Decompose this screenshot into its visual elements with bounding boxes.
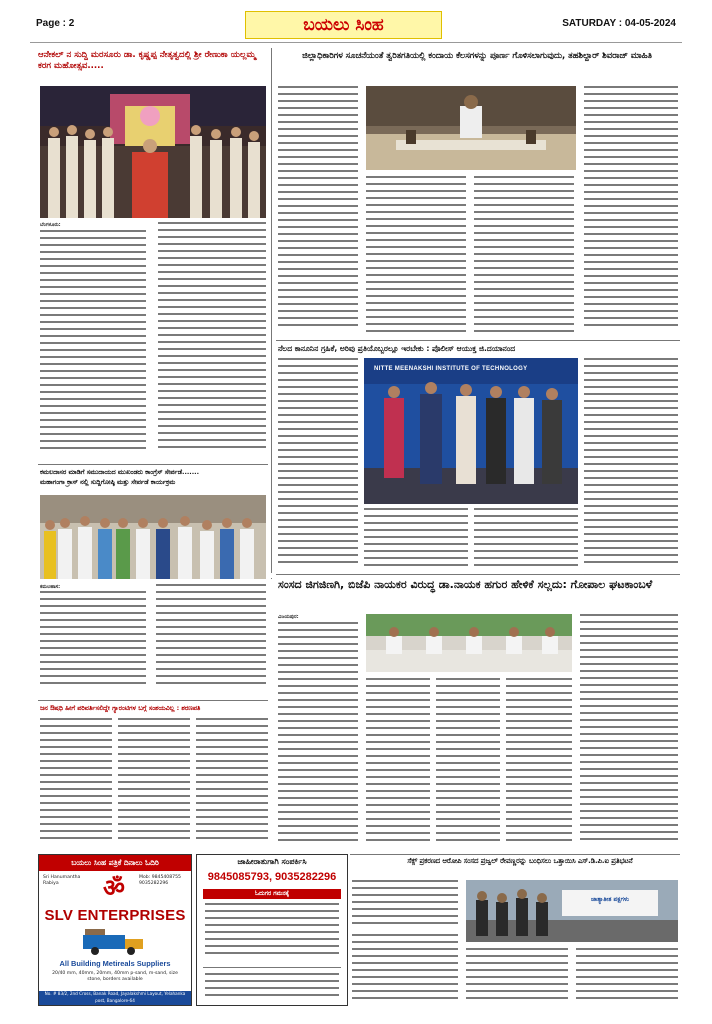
ad-products: 20/40 mm, 40mm, 20mm, 40mm p-sand, m-sand, size stone, borders available bbox=[52, 971, 178, 982]
article-body-text bbox=[366, 678, 430, 848]
section-divider bbox=[38, 464, 268, 465]
article-body-text bbox=[366, 176, 466, 336]
article-body-text bbox=[156, 584, 266, 691]
article-headline: ನೆಲದ ಕಾನೂನಿನ ಗ್ರಹಿಕೆ, ಅರಿವು ಪ್ರತಿಯೊಬ್ಬರಲ್ಲೂ ಇರಬೇಕು : ಪೊಲೀಸ್ ಆಯುಕ್ತ ಜಿ.ದಯಾನಂದ bbox=[278, 344, 516, 353]
article-body-text bbox=[466, 948, 568, 1004]
section-divider bbox=[350, 854, 680, 855]
article-body-text bbox=[352, 934, 458, 1004]
article-headline: ಜಿಲ್ಲಾಧಿಕಾರಿಗಳ ಸೂಚನೆಯಂತೆ ತ್ವರಿತಗತಿಯಲ್ಲಿ ಕಂದಾಯ ಕೆಲಸಗಳನ್ನು ಪೂರ್ಣ ಗೊಳಿಸಲಾಗುವುದು, ತಹಶಿಲ್ದಾರ್ ಶಿವರಾಜ್ ಮಾಹಿತಿ bbox=[302, 50, 652, 60]
ad-contact-right: Mob: 9845408755 9035282296 bbox=[139, 875, 181, 886]
article-body-text bbox=[576, 948, 678, 1004]
article-body-text bbox=[352, 880, 458, 928]
article-headline: ಕಮಲದಾಸರ ಮಾಡಿಗೆ ಸಮುದಾಯದ ಮುಖಂಡರು ಕಾಂಗ್ರೆಸ್ ಸೇರ್ಪಡೆ....... bbox=[40, 468, 200, 476]
slv-enterprises-ad bbox=[38, 854, 192, 1006]
article-body-text bbox=[278, 358, 358, 570]
article-body-text bbox=[158, 222, 266, 455]
article-body-text bbox=[506, 678, 572, 848]
article-dateline: ವಿಜಯಪುರ: bbox=[278, 614, 299, 620]
article-body-text bbox=[40, 718, 112, 848]
event-banner-text: NITTE MEENAKSHI INSTITUTE OF TECHNOLOGY bbox=[374, 366, 528, 372]
sdpi-protest-photo bbox=[466, 880, 678, 942]
article-dateline: ಕಮಲಹಾಸ: bbox=[40, 584, 61, 590]
article-dateline: ಬೆಂಗಳೂರು: bbox=[40, 222, 61, 228]
article-body-text bbox=[40, 230, 146, 455]
article-body-text bbox=[364, 508, 468, 570]
section-divider bbox=[276, 574, 680, 575]
ad-contact-left: Sri Hanumantha Rabiya bbox=[43, 875, 81, 886]
article-body-text bbox=[474, 176, 574, 336]
article-body-text bbox=[584, 86, 678, 336]
congress-joining-photo bbox=[40, 495, 266, 579]
section-divider bbox=[38, 700, 268, 701]
masthead bbox=[30, 8, 682, 43]
subscribe-banner: ಬಯಲು ಸಿಂಹ ಪತ್ರಿಕೆ ದಿನಾಲು ಓದಿರಿ bbox=[39, 855, 191, 871]
column-divider bbox=[271, 578, 272, 579]
article-body-text bbox=[196, 718, 268, 848]
om-icon: ॐ bbox=[103, 874, 125, 902]
article-headline: ಸಂಸದ ಜಿಗಜಿಣಗಿ, ಬಿಜೆಪಿ ನಾಯಕರ ವಿರುದ್ಧ ಡಾ.ನಾಯಕ ಹಗುರ ಹೇಳಿಕೆ ಸಲ್ಲದು: ಗೋಪಾಲ ಘಟಕಾಂಬಳೆ bbox=[278, 578, 653, 591]
article-body-text bbox=[278, 622, 358, 848]
classified-notice-text bbox=[205, 903, 339, 963]
issue-date: SATURDAY : 04-05-2024 bbox=[562, 18, 676, 29]
truck-icon bbox=[79, 927, 149, 957]
article-body-text bbox=[40, 591, 146, 691]
classified-ad-box bbox=[196, 854, 348, 1006]
police-commissioner-event-photo bbox=[364, 358, 578, 504]
article-headline: ಆನೇಕಲ್ ನ ಸುದ್ದಿ ಮರಸೂರು ಡಾ. ಕೃಷ್ಣಪ್ಪ ನೇತೃತ್ವದಲ್ಲಿ ಶ್ರೀ ರೇಣುಕಾ ಯಲ್ಲಮ್ಮ ಕರಗ ಮಹೋತ್ಸವ..... bbox=[38, 50, 256, 71]
classified-divider bbox=[203, 967, 341, 968]
classified-subtitle: ಓದುಗರ ಗಮನಕ್ಕೆ bbox=[203, 889, 341, 899]
ad-tagline: All Building Metireals Suppliers bbox=[59, 959, 171, 968]
article-subhead: ಮಹಾಗಂಗಾ ಕ್ರಾಸ್ ನಲ್ಲಿ ಸುದ್ದಿಗೋಷ್ಠಿ ಮತ್ತು ಸೇರ್ಪಡೆ ಕಾರ್ಯಕ್ರಮ bbox=[40, 478, 176, 486]
ad-address: No. # 83/2, 2nd Cross, Banak Road, Jayalakshmi Layout, Yelahanka post, Bangalore-64 bbox=[39, 991, 191, 1005]
press-meet-photo bbox=[366, 614, 572, 672]
article-body-text bbox=[584, 358, 678, 570]
karaga-festival-photo bbox=[40, 86, 266, 218]
classified-title: ಜಾಹೀರಾತುಗಾಗಿ ಸಂಪರ್ಕಿಸಿ bbox=[237, 857, 307, 866]
company-name: SLV ENTERPRISES bbox=[44, 907, 186, 924]
section-divider bbox=[276, 340, 680, 341]
page-number: Page : 2 bbox=[36, 18, 75, 29]
article-body-text bbox=[580, 614, 678, 848]
protest-banner-text: ಜಾತ್ಯಾತೀತ ಪಕ್ಷಗಳು bbox=[591, 896, 629, 903]
tahsildar-meeting-photo bbox=[366, 86, 576, 170]
classified-phones: 9845085793, 9035282296 bbox=[207, 871, 337, 883]
column-divider bbox=[271, 48, 272, 573]
article-body-text bbox=[278, 86, 358, 336]
article-body-text bbox=[436, 678, 500, 848]
article-body-text bbox=[118, 718, 190, 848]
article-headline: ಸೆಕ್ಸ್ ಪ್ರಕರಣದ ಆರೋಪಿ ಸಂಸದ ಪ್ರಜ್ವಲ್ ರೇವಣ್ಣರನ್ನು ಬಂಧಿಸಲು ಒತ್ತಾಯಿಸಿ ಎಸ್.ಡಿ.ಪಿ.ಐ ಪ್ರತಿಭಟನೆ bbox=[407, 857, 633, 865]
newspaper-title: ಬಯಲು ಸಿಂಹ bbox=[245, 11, 442, 39]
classified-notice-text bbox=[205, 973, 339, 1003]
article-body-text bbox=[474, 508, 578, 570]
newspaper-page bbox=[30, 8, 682, 1016]
article-headline: ಜನ ಔಷಧಿ ಹೀಗೆ ಪರಿವರ್ತಿಸಲಿದ್ದೇ ಗ್ಯಾರಂಟಿಗಳ ಬಗ್ಗೆ ಸಂಶಯವಿಲ್ಲ : ಶರಣಪತಿ bbox=[40, 704, 201, 712]
